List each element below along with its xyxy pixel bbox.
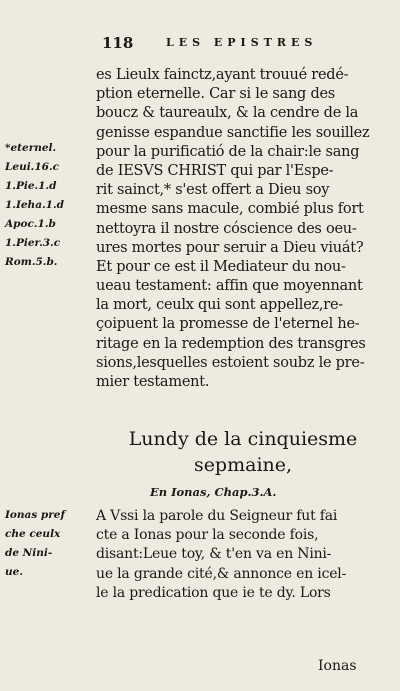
- catchword: Ionas: [318, 658, 357, 674]
- text-line: cte a Ionas pour la seconde fois,: [96, 527, 319, 544]
- text-line: le la predication que ie te dy. Lors: [96, 584, 331, 601]
- margin-note: ue.: [5, 566, 23, 578]
- text-line: la mort, ceulx qui sont appellez,re-: [96, 297, 343, 314]
- margin-note: Leui.16.c: [5, 161, 60, 173]
- text-line: çoipuent la promesse de l'eternel he-: [96, 316, 360, 333]
- margin-note: de Nini-: [5, 547, 53, 559]
- page-header: [96, 34, 366, 54]
- margin-note: Ionas pref: [5, 509, 65, 521]
- section-title: [118, 426, 368, 478]
- text-line: mesme sans macule, combié plus fort: [96, 201, 364, 218]
- text-line: ritage en la redemption des transgres: [96, 335, 366, 352]
- main-text: [96, 66, 382, 392]
- section-title-line: sepmaine,: [193, 454, 293, 476]
- text-line: A Vssi la parole du Seigneur fut fai: [96, 508, 338, 524]
- lesson-text: [96, 507, 382, 603]
- margin-note: 1.Pie.1.d: [5, 180, 57, 192]
- page-number: 118: [102, 34, 134, 52]
- text-line: boucz & taureaulx, & la cendre de la: [96, 105, 359, 122]
- text-line: pour la purificatió de la chair:le sang: [96, 143, 360, 160]
- source-reference: En Ionas, Chap.3.A.: [150, 485, 277, 499]
- text-line: disant:Leue toy, & t'en va en Nini-: [96, 546, 332, 563]
- text-line: mier testament.: [96, 374, 210, 390]
- text-line: Et pour ce est il Mediateur du nou-: [96, 258, 346, 275]
- text-line: de IESVS CHRIST qui par l'Espe-: [96, 162, 334, 179]
- text-line: genisse espandue sanctifie les souillez: [96, 124, 370, 141]
- margin-note: 1.Pier.3.c: [5, 237, 61, 249]
- text-line: nettoyra il nostre cóscience des oeu-: [96, 220, 357, 237]
- margin-note: Apoc.1.b: [5, 218, 56, 230]
- text-line: ption eternelle. Car si le sang des: [96, 86, 336, 103]
- text-line: ueau testament: affin que moyennant: [96, 278, 363, 295]
- margin-note: Rom.5.b.: [5, 256, 58, 268]
- margin-note: *eternel.: [5, 142, 57, 154]
- margin-note: che ceulx: [5, 528, 61, 540]
- text-line: es Lieulx fainctz,ayant trouué redé-: [96, 67, 349, 83]
- text-line: rit sainct,* s'est offert a Dieu soy: [96, 182, 330, 199]
- margin-note: 1.Ieha.1.d: [5, 199, 64, 211]
- text-line: ures mortes pour seruir a Dieu viuát?: [96, 239, 364, 256]
- text-line: ue la grande cité,& annonce en icel-: [96, 565, 347, 582]
- section-title-line: Lundy de la cinquiesme: [128, 428, 358, 450]
- running-head: LES EPISTRES: [166, 36, 318, 49]
- text-line: sions,lesquelles estoient soubz le pre-: [96, 354, 365, 371]
